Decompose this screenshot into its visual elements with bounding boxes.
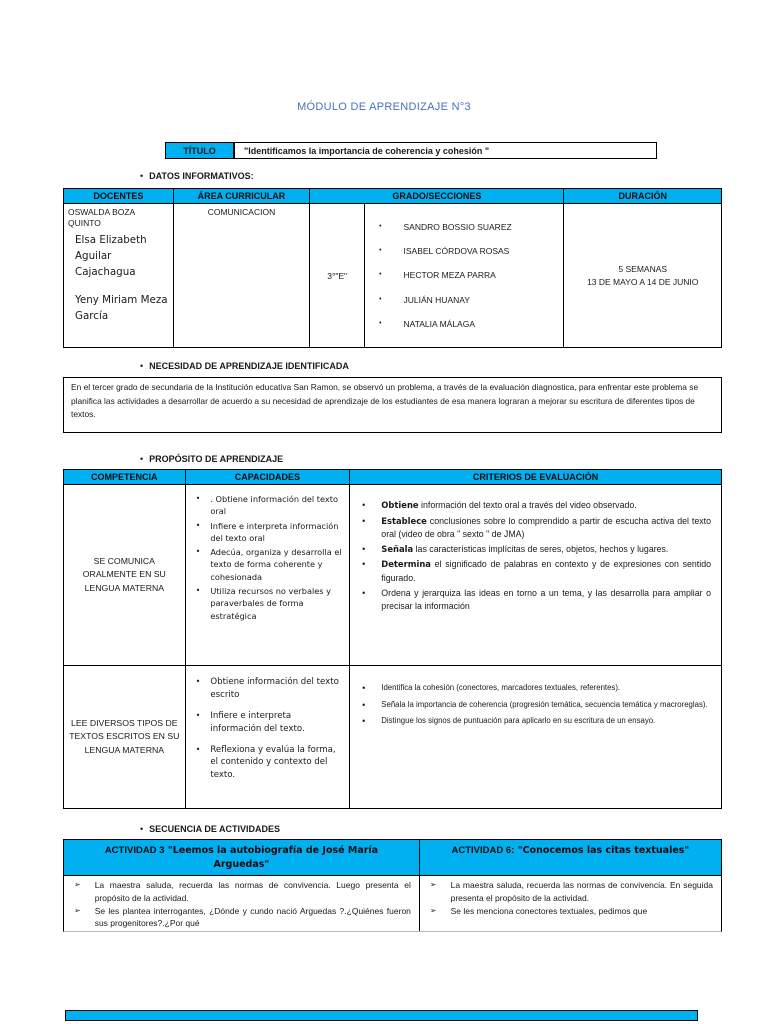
arrow-bullet-icon: ➢ bbox=[429, 880, 437, 889]
capacidad-text: Adecúa, organiza y desarrolla el texto de forma coherente y cohesionada bbox=[210, 547, 342, 582]
bullet-icon: • bbox=[379, 319, 382, 327]
list-item bbox=[196, 585, 344, 622]
bullet-icon: • bbox=[362, 683, 366, 693]
list-item bbox=[362, 558, 711, 584]
section-heading-necesidad bbox=[140, 361, 349, 371]
list-item bbox=[196, 676, 344, 702]
bullet-icon: • bbox=[379, 247, 382, 255]
secciones-cell bbox=[365, 204, 564, 347]
duracion-weeks: 5 SEMANAS bbox=[618, 263, 668, 274]
column-header-competencia: COMPETENCIA bbox=[64, 470, 186, 484]
bullet-icon: • bbox=[195, 677, 201, 686]
bullet-icon: • bbox=[362, 515, 366, 526]
student-name: HECTOR MEZA PARRA bbox=[403, 270, 496, 281]
criterio-keyword: Señala bbox=[381, 543, 414, 554]
bullet-icon: • bbox=[379, 223, 382, 231]
capacidad-text: Utiliza recursos no verbales y paraverbales de forma estratégica bbox=[210, 586, 332, 621]
list-item bbox=[196, 710, 344, 736]
list-item bbox=[362, 543, 711, 557]
bullet-icon: • bbox=[140, 361, 144, 371]
bullet-icon: • bbox=[140, 171, 144, 181]
docentes-cell bbox=[64, 204, 174, 347]
capacidad-text: Infiere e interpreta información del texto. bbox=[210, 710, 305, 734]
column-header-duracion: DURACIÓN bbox=[618, 191, 667, 201]
list-item bbox=[379, 319, 559, 329]
criterio-text: Identifica la cohesión (conectores, marcadores textuales, referentes). bbox=[381, 683, 621, 692]
list-item bbox=[430, 879, 713, 905]
criterios-cell bbox=[350, 666, 721, 808]
arrow-bullet-icon: ➢ bbox=[74, 905, 81, 915]
capacidad-text: . Obtiene información del texto oral bbox=[210, 494, 338, 517]
list-item bbox=[362, 587, 711, 613]
actividad-6-cell bbox=[420, 876, 721, 931]
area-curricular-cell: COMUNICACION bbox=[174, 204, 311, 347]
bullet-icon: • bbox=[362, 716, 366, 726]
capacidad-text: Reflexiona y evalúa la forma, el contenido y contexto del texto. bbox=[210, 744, 336, 781]
actividad-6-label: ACTIVIDAD 6: bbox=[451, 845, 515, 856]
actividad-step: La maestra saluda, recuerda las normas de convivencia. Luego presenta el propósito de la actividad. bbox=[94, 880, 411, 903]
actividades-header-row bbox=[64, 840, 721, 876]
column-header-grado-secciones: GRADO/SECCIONES bbox=[310, 189, 564, 203]
duracion-cell bbox=[564, 204, 721, 347]
bullet-icon: • bbox=[362, 543, 366, 554]
section-heading-necesidad-label: NECESIDAD DE APRENDIZAJE IDENTIFICADA bbox=[149, 361, 349, 371]
necesidad-text-box: En el tercer grado de secundaria de la Institución educativa San Ramon, se observó un problema, a través de la evaluación diagnostica, para enfrentar este problema se planifica las actividades a desarrollar de acuerdo a su necesidad de aprendizaje de los estudiantes de esa manera lograran a mejorar su escritura de diferentes tipos de textos. bbox=[63, 377, 722, 433]
list-item bbox=[196, 744, 344, 783]
bullet-icon: • bbox=[379, 271, 382, 279]
bullet-icon: • bbox=[140, 454, 144, 464]
actividad-step: La maestra saluda, recuerda las normas de convivencia. En seguida presenta el propósito de la actividad. bbox=[450, 880, 713, 903]
bullet-icon: • bbox=[195, 744, 201, 754]
arrow-bullet-icon: ➢ bbox=[74, 880, 81, 889]
list-item bbox=[430, 905, 713, 918]
list-item bbox=[362, 682, 711, 696]
next-page-table-header-strip bbox=[65, 1010, 698, 1021]
page-title: MÓDULO DE APRENDIZAJE N°3 bbox=[297, 101, 471, 113]
actividad-6-title: "Conocemos las citas textuales" bbox=[514, 845, 690, 856]
actividad-6-header bbox=[420, 840, 721, 875]
list-item bbox=[379, 246, 559, 256]
bullet-icon: • bbox=[362, 699, 366, 710]
criterio-text: Señala la importancia de coherencia (progresión temática, secuencia temática y macroreglas). bbox=[381, 699, 708, 709]
list-item bbox=[362, 515, 711, 541]
bullet-icon: • bbox=[362, 500, 366, 510]
criterio-text: Ordena y jerarquiza las ideas en torno a un tema, y las desarrolla para ampliar o precisar la información bbox=[381, 587, 711, 611]
list-item bbox=[196, 546, 344, 583]
actividad-3-title: "Leemos la autobiografía de José María Arguedas" bbox=[164, 845, 379, 870]
bullet-icon: • bbox=[379, 295, 382, 303]
proposito-table bbox=[63, 469, 722, 809]
student-name: ISABEL CÓRDOVA ROSAS bbox=[403, 246, 510, 257]
column-header-criterios: CRITERIOS DE EVALUACIÓN bbox=[472, 472, 599, 482]
section-heading-secuencia bbox=[140, 824, 280, 834]
proposito-header-row bbox=[64, 470, 721, 485]
list-item bbox=[379, 270, 559, 280]
column-header-capacidades: CAPACIDADES bbox=[186, 470, 351, 484]
list-item bbox=[196, 520, 344, 545]
student-name: NATALIA MÁLAGA bbox=[403, 318, 476, 329]
docente-name: OSWALDA BOZA QUINTO bbox=[68, 207, 135, 229]
list-item bbox=[362, 699, 711, 713]
titulo-label: TÍTULO bbox=[166, 143, 234, 158]
section-heading-proposito-label: PROPÓSITO DE APRENDIZAJE bbox=[149, 454, 284, 464]
criterio-text: información del texto oral a través del video observado. bbox=[418, 500, 637, 510]
actividad-step: Se les menciona conectores textuales, pedimos que bbox=[450, 905, 648, 916]
competencia-cell: SE COMUNICA ORALMENTE EN SU LENGUA MATERNA bbox=[64, 485, 186, 665]
arrow-bullet-icon: ➢ bbox=[429, 905, 437, 915]
student-name: SANDRO BOSSIO SUAREZ bbox=[403, 222, 512, 233]
list-item bbox=[379, 222, 559, 232]
bullet-icon: • bbox=[195, 494, 201, 503]
criterio-text: Distingue los signos de puntuación para aplicarlo en su escritura de un ensayo. bbox=[381, 716, 656, 725]
duracion-dates: 13 DE MAYO A 14 DE JUNIO bbox=[587, 276, 699, 287]
competencia-cell: LEE DIVERSOS TIPOS DE TEXTOS ESCRITOS EN SU LENGUA MATERNA bbox=[64, 666, 186, 808]
list-item bbox=[379, 295, 559, 305]
section-heading-datos-label: DATOS INFORMATIVOS: bbox=[149, 171, 254, 181]
capacidades-cell bbox=[186, 485, 351, 665]
capacidad-text: Obtiene información del texto escrito bbox=[210, 677, 339, 700]
actividades-table bbox=[63, 839, 722, 932]
bullet-icon: • bbox=[195, 586, 201, 596]
bullet-icon: • bbox=[140, 824, 144, 834]
datos-table-body-row bbox=[64, 204, 721, 347]
criterio-text: el significado de palabras en contexto y de expresiones con sentido figurado. bbox=[381, 559, 711, 583]
list-item bbox=[74, 905, 411, 931]
section-heading-secuencia-label: SECUENCIA DE ACTIVIDADES bbox=[149, 824, 281, 834]
actividad-3-label: ACTIVIDAD 3 bbox=[104, 845, 165, 856]
titulo-value: "Identificamos la importancia de coherencia y cohesión " bbox=[244, 145, 490, 156]
bullet-icon: • bbox=[362, 587, 366, 598]
actividad-3-cell bbox=[64, 876, 420, 931]
criterio-keyword: Establece bbox=[381, 515, 427, 526]
capacidades-cell bbox=[186, 666, 351, 808]
actividades-body-row bbox=[64, 876, 721, 931]
criterio-text: conclusiones sobre lo comprendido a partir de escucha activa del texto oral (video de obra " sexto " de JMA) bbox=[381, 515, 711, 539]
section-heading-proposito bbox=[140, 454, 283, 464]
list-item bbox=[196, 493, 344, 518]
column-header-area-curricular: ÁREA CURRICULAR bbox=[174, 189, 311, 203]
bullet-icon: • bbox=[195, 710, 201, 720]
datos-table-header-row bbox=[64, 189, 721, 204]
column-header-docentes: DOCENTES bbox=[64, 189, 174, 203]
datos-informativos-table bbox=[63, 188, 722, 348]
section-heading-datos bbox=[140, 171, 254, 181]
actividad-step: Se les plantea interrogantes, ¿Dónde y cundo nació Arguedas ?.¿Quiénes fueron sus progenitores?.¿Por qué bbox=[94, 905, 411, 929]
bullet-icon: • bbox=[195, 520, 201, 530]
titulo-bar bbox=[165, 142, 657, 159]
criterio-text: las características implícitas de seres, objetos, hechos y lugares. bbox=[413, 543, 669, 554]
criterio-keyword: Obtiene bbox=[381, 500, 419, 510]
criterio-keyword: Determina bbox=[381, 559, 431, 570]
capacidad-text: Infiere e interpreta información del texto oral bbox=[210, 520, 339, 543]
list-item bbox=[74, 879, 411, 905]
criterios-cell bbox=[350, 485, 721, 665]
actividad-3-header bbox=[64, 840, 420, 875]
docente-name: Elsa Elizabeth Aguilar Cajachagua bbox=[75, 233, 147, 278]
bullet-icon: • bbox=[195, 547, 201, 557]
docente-name: Yeny Miriam Meza García bbox=[75, 293, 168, 322]
table-row bbox=[64, 666, 721, 808]
bullet-icon: • bbox=[362, 559, 366, 570]
list-item bbox=[362, 715, 711, 729]
student-name: JULIÁN HUANAY bbox=[403, 294, 470, 305]
grado-cell: 3°"E" bbox=[310, 204, 365, 347]
table-row bbox=[64, 485, 721, 666]
list-item bbox=[362, 499, 711, 513]
